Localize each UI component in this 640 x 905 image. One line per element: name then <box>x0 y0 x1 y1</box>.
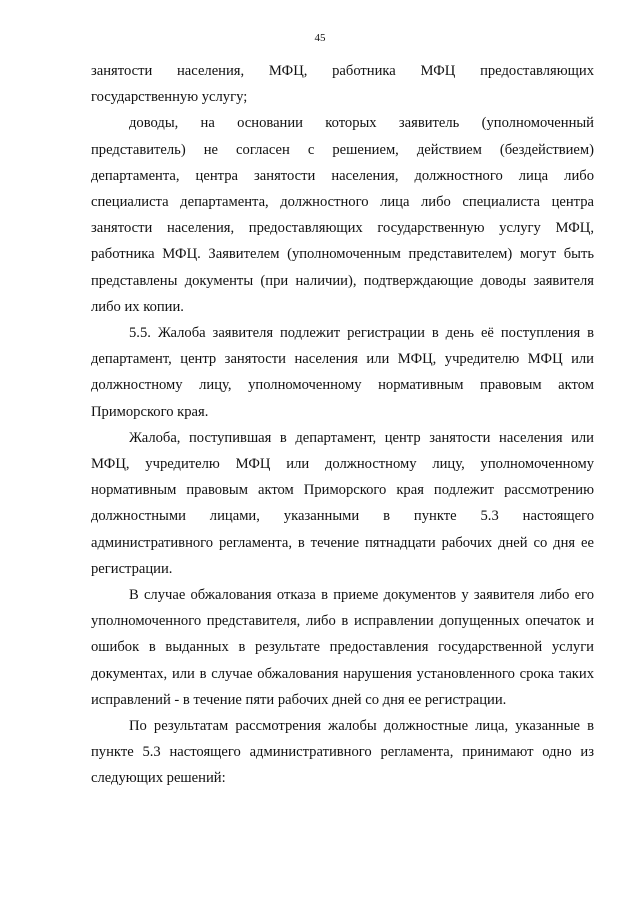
paragraph-4: Жалоба, поступившая в департамент, центр занятости населения или МФЦ, учредителю МФЦ или должностному лицу, уполномоченному нормативным правовым актом Приморского края подлежит рассмотрению должностными лицами, указанными в пункте 5.3 настоящего административного регламента, в течение пятнадцати рабочих дней со дня ее регистрации. <box>91 429 594 577</box>
paragraph-2: доводы, на основании которых заявитель (уполномоченный представитель) не согласен с решением, действием (бездействием) департамента, центра занятости населения, должностного лица либо специалиста департамента, должностного лица либо специалиста центра занятости населения, предоставляющих государственную услугу МФЦ, работника МФЦ. Заявителем (уполномоченным представителем) могут быть представлены документы (при наличии), подтверждающие доводы заявителя либо их копии. <box>91 115 594 315</box>
paragraph-1: занятости населения, МФЦ, работника МФЦ предоставляющих государственную услугу; <box>91 63 594 106</box>
paragraph-5: В случае обжалования отказа в приеме документов у заявителя либо его уполномоченного представителя, либо в исправлении допущенных опечаток и ошибок в выданных в результате предоставления государственной услуги документах, или в случае обжалования нарушения установленного срока таких исправлений - в течение пяти рабочих дней со дня ее регистрации. <box>91 587 594 708</box>
document-body <box>91 58 594 792</box>
paragraph-6: По результатам рассмотрения жалобы должностные лица, указанные в пункте 5.3 настоящего административного регламента, принимают одно из следующих решений: <box>91 718 594 787</box>
page-number: 45 <box>314 32 326 44</box>
paragraph-3: 5.5. Жалоба заявителя подлежит регистрации в день её поступления в департамент, центр занятости населения или МФЦ, учредителю МФЦ или должностному лицу, уполномоченному нормативным правовым актом Приморского края. <box>91 325 594 420</box>
